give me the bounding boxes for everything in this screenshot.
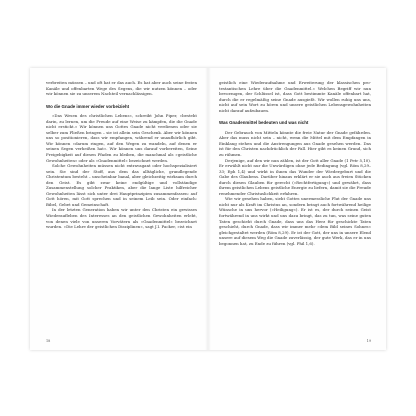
left-page bbox=[30, 68, 208, 350]
left-paragraph-1: »Das Wesen des christlichen Lebens«, schreibt John Piper, »besteht darin, zu lernen, um die Freude auf eine Weise zu kämpfen, die die Gnade nicht erstickt.« Wir können uns Gottes Gnade nicht verdienen oder sie selber zum Fließen bringen – sie ist allein sein Geschenk. Aber wir können uns so positionieren, dass wir empfangen, während er unaufhörlich gibt. Wir können »darum ringen, auf den Wegen zu wandeln, auf denen er seinen Segen verheißen hat«. Wir können uns darauf vorbereiten, Seine Freigebigkeit auf diesen Pfaden zu bleiben, die manchmal als »geistliche Gewohnheiten« oder als »Gnadenmittel« bezeichnet werden. bbox=[46, 113, 197, 163]
left-paragraph-3: In der letzten Generation haben wir unter den Christen ein gewisses Wiederaufleben des Interesses an den geistlichen Gewohnheiten erlebt, von denen viele von unseren Vorvätern als »Gnadenmittel« bezeichnet wurden. »Die Lehre der geistlichen Disziplinen«, sagt J.I. Packer, »ist ein bbox=[46, 207, 197, 230]
right-paragraph-3: Wie wir gesehen haben, sieht Gottes unermessliche Flut der Gnade uns nicht nur als Kraft im Christus an, sondern bringt auch fortwährend heilige Wünsche in uns hervor (»Heiligung«). Er ist es, der durch seinen Geist fortwährend in uns wirkt und uns dazu bringt, das zu tun, was seine guten Taten geschieht durch Gnade, dass uns das Herz für geschickte Taten geschieht, durch Gnade, dass wir immer mehr »dem Bild seines Sohnes« gleichgestaltet werden (Röm 8,29). Er ist der Gott, der uns in unsere Elend unsere auf diesem Weg die Gnade zuverlässig, der gute Werk, das er in uns begonnen hat, zu Ende zu führen (vgl. Phil 1,6). bbox=[219, 196, 371, 246]
left-intro-paragraph: verbreiten müssen – und oft hat er das auch. Es hat aber auch seine festen Kanäle und offenbarten Wege des Segens, die wir nutzen können – oder wir können sie zu unserem Nachteil vernachlässigen. bbox=[46, 80, 197, 97]
right-intro-paragraph: geistlich eine Wiederaufnahme und Erweiterung der klassischen pro-testantischen Lehre über die Gnadenmittel.« Welchen Begriff wir nun bevorzugen, der Schlüssel ist, dass Gott bestimmte Kanäle offenbart hat, durch die er regelmäßig seine Gnade ausgießt. Wir wollen ruhig uns uns, nicht auf sein Wort zu hören und unsere geistlichen Lebensgewohnheiten nicht darauf aufzubauen. bbox=[219, 80, 371, 113]
right-paragraph-2: Derjenige, auf den wir nun zählen, ist der Gott aller Gnade (1 Petr 5,10). Er erwählt nicht nur die Unwürdigen ohne jede Bedingung (vgl. Röm 8,29–33; Eph 1,4) und wirkt in ihnen das Wunder der Wiedergeburt und die Gabe des Glaubens. Darüber hinaus erklärt er sie auch aus freien Stücken durch diesen Glauben für gerecht (»Rechtfertigung«) und gewährt, dass ihrem geistlichen Lebens geistliche Energie zu liefern, damit sie die Freude renehmender Christuslichkeit erfahren. bbox=[219, 157, 371, 196]
right-page bbox=[208, 68, 386, 350]
left-paragraph-2: Solche Gewohnheiten müssen nicht extravagant oder hochspezialisiert sein. Sie sind der Stoff, aus dem das alltägliche, grundlegende Christentum besteht – unscheinbar banal, aber gleichzeitig wirksam durch den Geist. Es gibt zwar keine endgültige und vollständige Zusammenstellung solcher Praktiken, aber die lange Liste hilfreicher Gewohnheiten lässt sich unter drei Hauptprinzipien zusammenfassen: auf Gott hören, mit Gott sprechen und in seinem Leib sein. Oder einfach: Bibel, Gebet und Gemeinschaft. bbox=[46, 163, 197, 207]
left-page-number: 18 bbox=[46, 339, 51, 343]
left-section-heading: Wo die Gnade immer wieder vorbeizieht bbox=[46, 103, 130, 109]
right-page-number: 19 bbox=[366, 339, 371, 343]
book-spread bbox=[30, 68, 386, 350]
right-paragraph-1: Der Gebrauch von Mitteln könnte die freie Natur der Gnade gefährden. Aber das muss nicht sein – nicht, wenn die Mittel mit dem Empfangen in Einklang stehen und die Anstrengungen aus Gnade gesehen werden. Das ist für den Christen nachdrücklich der Fall. Hier gibt es keinen Grund, sich zu rühmen. bbox=[219, 129, 371, 157]
right-section-heading: Was Gnadenmittel bedeuten und was nicht bbox=[219, 120, 309, 126]
